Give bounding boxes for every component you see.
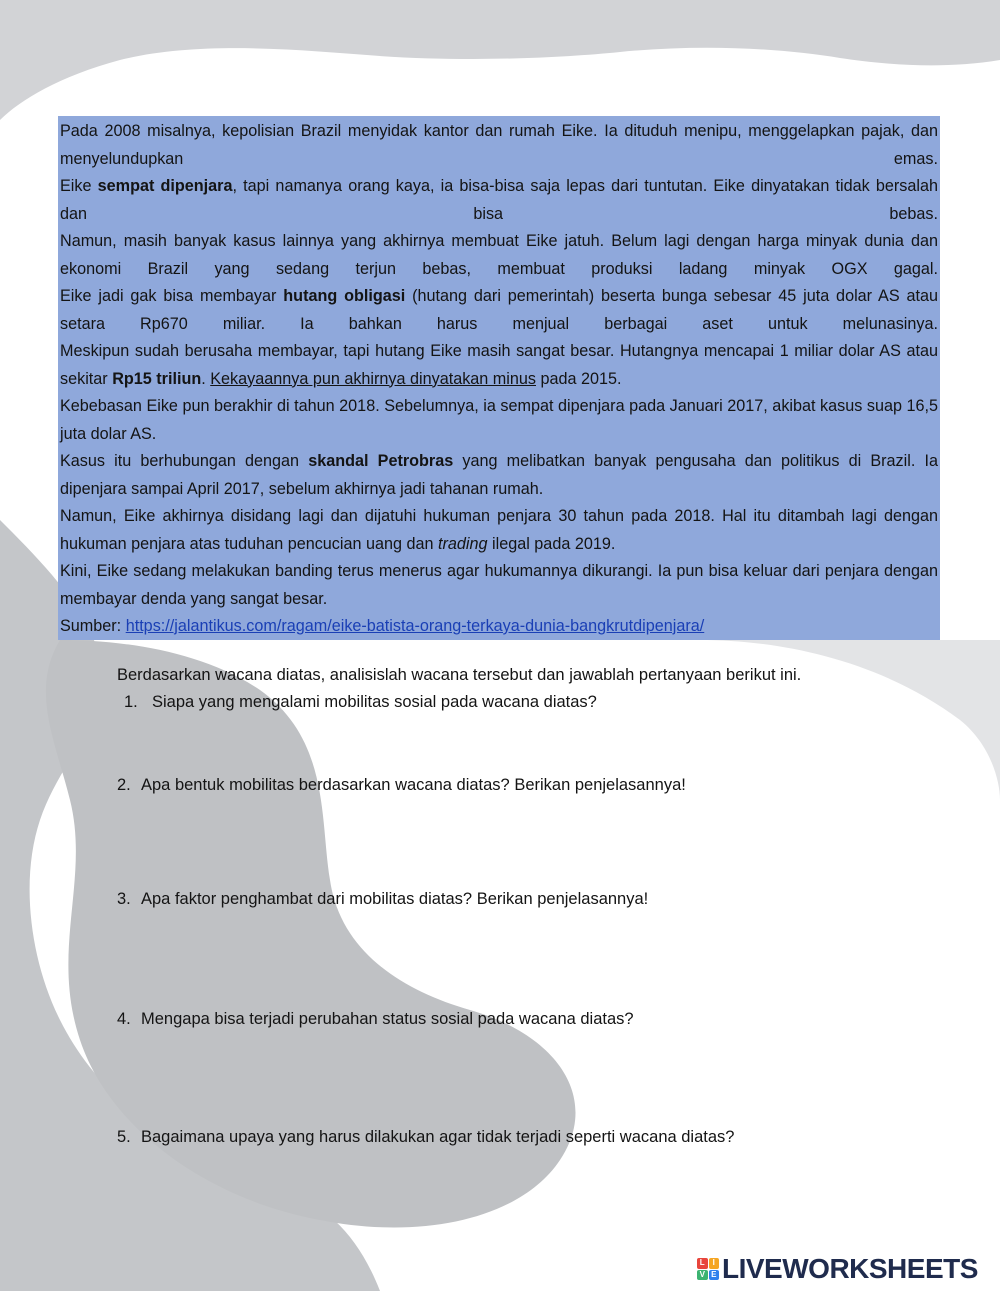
liveworksheets-logo[interactable]	[697, 1254, 978, 1284]
passage-paragraph-3: Namun, masih banyak kasus lainnya yang akhirnya membuat Eike jatuh. Belum lagi dengan harga minyak dunia dan ekonomi Brazil yang sedang terjun bebas, membuat produksi ladang minyak OGX gagal.	[60, 232, 938, 278]
passage-underlined-text: Kekayaannya pun akhirnya dinyatakan minus	[210, 369, 536, 388]
passage-text: Namun, Eike akhirnya disidang lagi dan dijatuhi hukuman penjara 30 tahun pada 2018. Hal itu ditambah lagi dengan hukuman penjara atas tuduhan pencucian uang dan	[60, 507, 938, 553]
question-4	[117, 1010, 634, 1029]
question-text: Bagaimana upaya yang harus dilakukan agar tidak terjadi seperti wacana diatas?	[141, 1128, 735, 1146]
question-number: 5.	[117, 1128, 131, 1146]
source-label: Sumber:	[60, 617, 126, 635]
background-shape-right	[700, 640, 1000, 800]
logo-letter: I	[709, 1258, 720, 1269]
passage-paragraph-6: Kebebasan Eike pun berakhir di tahun 2018. Sebelumnya, ia sempat dipenjara pada Januari 2017, akibat kasus suap 16,5 juta dolar AS.	[60, 397, 938, 443]
passage-text: Eike	[60, 177, 98, 195]
passage-text: (hutang dari pemerintah) beserta bunga sebesar 45 juta dolar AS atau setara Rp670 miliar. Ia bahkan harus menjual berbagai aset untuk melunasinya.	[60, 287, 938, 333]
passage-text: , tapi namanya orang kaya, ia bisa-bisa saja lepas dari tuntutan. Eike dinyatakan tidak bersalah dan bisa bebas.	[60, 177, 938, 223]
passage-paragraph-8	[60, 503, 938, 558]
logo-letter: L	[697, 1258, 708, 1269]
source-line	[60, 613, 938, 641]
logo-letter: V	[697, 1270, 708, 1281]
passage-text: .	[201, 369, 211, 388]
passage-paragraph-4	[60, 283, 938, 338]
passage-text: yang melibatkan banyak pengusaha dan politikus di Brazil. Ia dipenjara sampai April 2017, sebelum akhirnya jadi tahanan rumah.	[60, 452, 938, 498]
passage-text: ilegal pada 2019.	[487, 534, 616, 553]
question-number: 3.	[117, 890, 131, 908]
passage-bold-text: skandal Petrobras	[308, 452, 454, 470]
passage-paragraph-1: Pada 2008 misalnya, kepolisian Brazil menyidak kantor dan rumah Eike. Ia dituduh menipu, menggelapkan pajak, dan menyelundupkan emas.	[60, 122, 938, 168]
question-text: Apa faktor penghambat dari mobilitas diatas? Berikan penjelasannya!	[141, 890, 649, 908]
question-text: Mengapa bisa terjadi perubahan status sosial pada wacana diatas?	[141, 1010, 634, 1028]
passage-paragraph-2	[60, 173, 938, 228]
question-1	[124, 693, 597, 712]
question-2	[117, 776, 686, 795]
passage-paragraph-7	[60, 448, 938, 503]
passage-text: Eike jadi gak bisa membayar	[60, 287, 284, 305]
question-number: 2.	[117, 776, 131, 794]
question-number: 4.	[117, 1010, 131, 1028]
source-link[interactable]: https://jalantikus.com/ragam/eike-batista-orang-terkaya-dunia-bangkrutdipenjara/	[125, 617, 705, 635]
passage-text: Kasus itu berhubungan dengan	[60, 452, 309, 470]
passage-text: pada 2015.	[536, 369, 622, 388]
passage-paragraph-9: Kini, Eike sedang melakukan banding terus menerus agar hukumannya dikurangi. Ia pun bisa keluar dari penjara dengan membayar denda yang sangat besar.	[60, 562, 938, 608]
question-number: 1.	[124, 693, 138, 711]
brand-name: LIVEWORKSHEETS	[722, 1253, 978, 1284]
passage-bold-text: sempat dipenjara	[97, 177, 233, 195]
logo-letter: E	[709, 1270, 720, 1281]
passage-bold-text: Rp15 triliun	[112, 369, 202, 388]
background-shape-top	[0, 0, 1000, 120]
passage-bold-text: hutang obligasi	[283, 287, 406, 305]
question-5	[117, 1128, 734, 1147]
passage-italic-text: trading	[438, 534, 488, 553]
passage-paragraph-5	[60, 338, 938, 393]
passage-block	[58, 116, 940, 640]
question-text: Siapa yang mengalami mobilitas sosial pada wacana diatas?	[152, 693, 597, 711]
passage-text: Meskipun sudah berusaha membayar, tapi hutang Eike masih sangat besar. Hutangnya mencapai 1 miliar dolar AS atau sekitar	[60, 342, 938, 388]
logo-icon	[697, 1258, 719, 1280]
question-text: Apa bentuk mobilitas berdasarkan wacana diatas? Berikan penjelasannya!	[141, 776, 686, 794]
question-3	[117, 890, 648, 909]
instruction-text: Berdasarkan wacana diatas, analisislah wacana tersebut dan jawablah pertanyaan berikut ini.	[117, 666, 802, 684]
